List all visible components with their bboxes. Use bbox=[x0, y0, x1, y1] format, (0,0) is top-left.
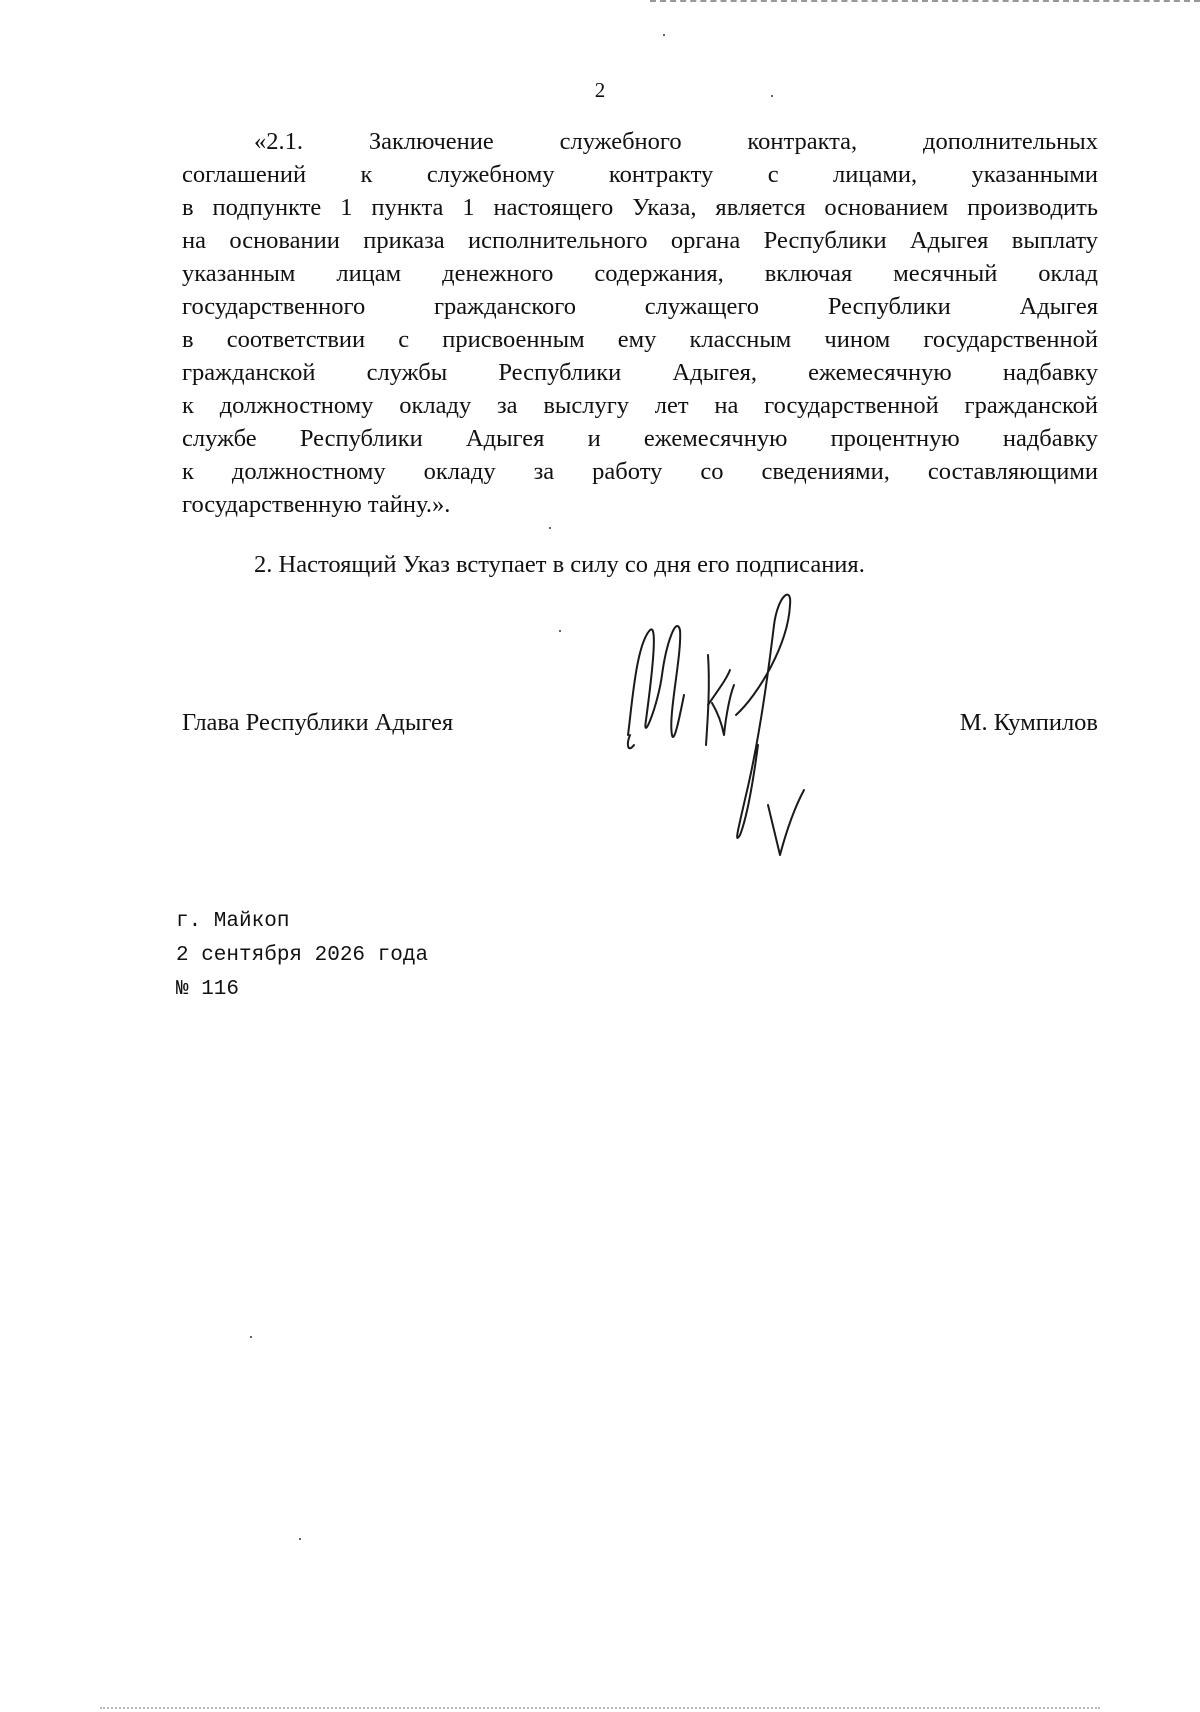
paragraph-line: «2.1. Заключение служебного контракта, дополнительных bbox=[254, 128, 1098, 155]
scan-speck bbox=[299, 1538, 301, 1540]
paragraph-line: в соответствии с присвоенным ему классным чином государственной bbox=[182, 326, 1098, 353]
paragraph-line: в подпункте 1 пункта 1 настоящего Указа, является основанием производить bbox=[182, 194, 1098, 221]
signatory-name: М. Кумпилов bbox=[959, 709, 1098, 736]
scan-speck bbox=[549, 527, 551, 529]
paragraph-2-1 bbox=[182, 125, 1098, 521]
footer-number: № 116 bbox=[176, 978, 240, 1001]
paragraph-effective-date: 2. Настоящий Указ вступает в силу со дня его подписания. bbox=[254, 551, 865, 578]
scan-speck bbox=[771, 95, 773, 97]
paragraph-line: службе Республики Адыгея и ежемесячную процентную надбавку bbox=[182, 425, 1098, 452]
footer-city: г. Майкоп bbox=[176, 910, 290, 933]
paragraph-line: государственную тайну.». bbox=[182, 491, 451, 518]
paragraph-line: соглашений к служебному контракту с лицами, указанными bbox=[182, 161, 1098, 188]
paragraph-line: государственного гражданского служащего Республики Адыгея bbox=[182, 293, 1098, 320]
signatory-title: Глава Республики Адыгея bbox=[182, 709, 454, 736]
paragraph-line: на основании приказа исполнительного органа Республики Адыгея выплату bbox=[182, 227, 1098, 254]
footer-date: 2 сентября 2026 года bbox=[176, 944, 429, 967]
scan-speck bbox=[663, 34, 665, 36]
footer-block bbox=[176, 905, 428, 1007]
handwritten-signature bbox=[618, 585, 838, 875]
scan-speck bbox=[559, 630, 561, 632]
scan-edge-bottom bbox=[100, 1707, 1100, 1712]
paragraph-line: к должностному окладу за работу со сведениями, составляющими bbox=[182, 458, 1098, 485]
paragraph-line: к должностному окладу за выслугу лет на государственной гражданской bbox=[182, 392, 1098, 419]
scan-edge-top bbox=[650, 0, 1200, 5]
scan-speck bbox=[250, 1336, 252, 1338]
paragraph-line: указанным лицам денежного содержания, включая месячный оклад bbox=[182, 260, 1098, 287]
page-number: 2 bbox=[594, 78, 606, 102]
paragraph-line: гражданской службы Республики Адыгея, ежемесячную надбавку bbox=[182, 359, 1098, 386]
